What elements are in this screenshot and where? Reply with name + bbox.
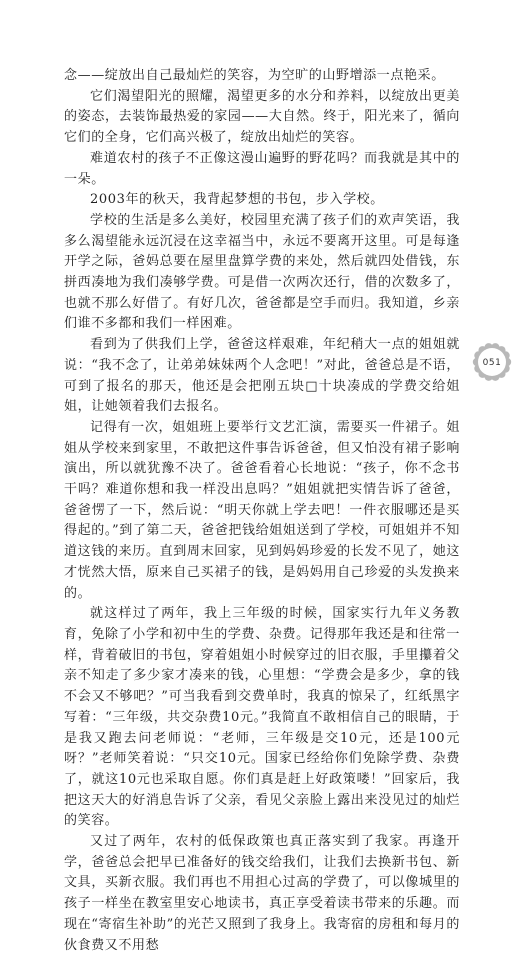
body-text: [64, 66, 460, 956]
paragraph-0: 念——绽放出自己最灿烂的笑容，为空旷的山野增添一点艳采。: [64, 68, 445, 83]
paragraph-6: 记得有一次，姐姐班上要举行文艺汇演，需要买一件裙子。姐姐从学校来到家里，不敢把这件事告诉爸爸，但又怕没有裙子影响演出，所以就犹豫不决了。爸爸看着心长地说：“孩子，你不念书干吗？难道你想和我一样没出息吗？”姐姐就把实情告诉了爸爸，爸爸愣了一下，然后说：“明天你就上学去吧！一件衣服哪还是买得起的。”到了第二天，爸爸把钱给姐姐送到了学校，可姐姐并不知道这钱的来历。直到周末回家，见到妈妈珍爱的长发不见了，她这才恍然大悟，原来自己买裙子的钱，是妈妈用自己珍爱的头发换来的。: [64, 419, 460, 601]
page-number: 051: [482, 358, 502, 368]
paragraph-5: 看到为了供我们上学，爸爸这样艰难，年纪稍大一点的姐姐就说：“我不念了，让弟弟妹妹两个人念吧！”对此，爸爸总是不语，可到了报名的那天，他还是会把刚五块□十块凑成的学费交给姐姐，让她领着我们去报名。: [64, 337, 460, 415]
paragraph-3: 2003年的秋天，我背起梦想的书包，步入学校。: [90, 192, 384, 208]
paragraph-4: 学校的生活是多么美好，校园里充满了孩子们的欢声笑语，我多么渴望能永远沉浸在这幸福当中，永远不要离开这里。可是每逢开学之际，爸妈总要在屋里盘算学费的来处，然后就四处借钱，东拼西凑地为我们凑够学费。可是借一次两次还行，借的次数多了，也就不那么好借了。有好几次，爸爸都是空手而归。我知道，乡亲们谁不多都和我们一样困难。: [64, 212, 460, 332]
paragraph-2: 难道农村的孩子不正像这漫山遍野的野花吗？而我就是其中的一朵。: [64, 150, 460, 187]
paragraph-7: 就这样过了两年，我上三年级的时候，国家实行九年义务教育，免除了小学和初中生的学费、杂费。记得那年我还是和往常一样，背着破旧的书包，穿着姐姐小时候穿过的旧衣服，手里攥着父亲不知走了多少家才凑来的钱，心里想：“学费会是多少，拿的钱不会又不够吧？”可当我看到交费单时，我真的惊呆了，红纸黑字写着：“三年级，共交杂费10元。”我简直不敢相信自己的眼睛，于是我又跑去问老师说：“老师，三年级是交10元，还是100元呀？”老师笑着说：“只交10元。国家已经给你们免除学费、杂费了，就这10元也采取自愿。你们真是赶上好政策喽！”回家后，我把这天大的好消息告诉了父亲，看见父亲脸上露出来没见过的灿烂的笑容。: [64, 606, 460, 829]
paragraph-1: 它们渴望阳光的照耀，渴望更多的水分和养料，以绽放出更美的姿态，去装饰最热爱的家园——大自然。终于，阳光来了，循向它们的全身，它们高兴极了，绽放出灿烂的笑容。: [64, 88, 460, 146]
paragraph-8: 又过了两年，农村的低保政策也真正落实到了我家。再逢开学，爸爸总会把早已准备好的钱交给我们，让我们去换新书包、新文具，买新衣服。我们再也不用担心过高的学费了，可以像城里的孩子一样坐在教室里安心地读书，真正享受着读书带来的乐趣。而现在“寄宿生补助”的光芒又照到了我身上。我寄宿的房租和每月的伙食费又不用愁: [64, 834, 460, 953]
